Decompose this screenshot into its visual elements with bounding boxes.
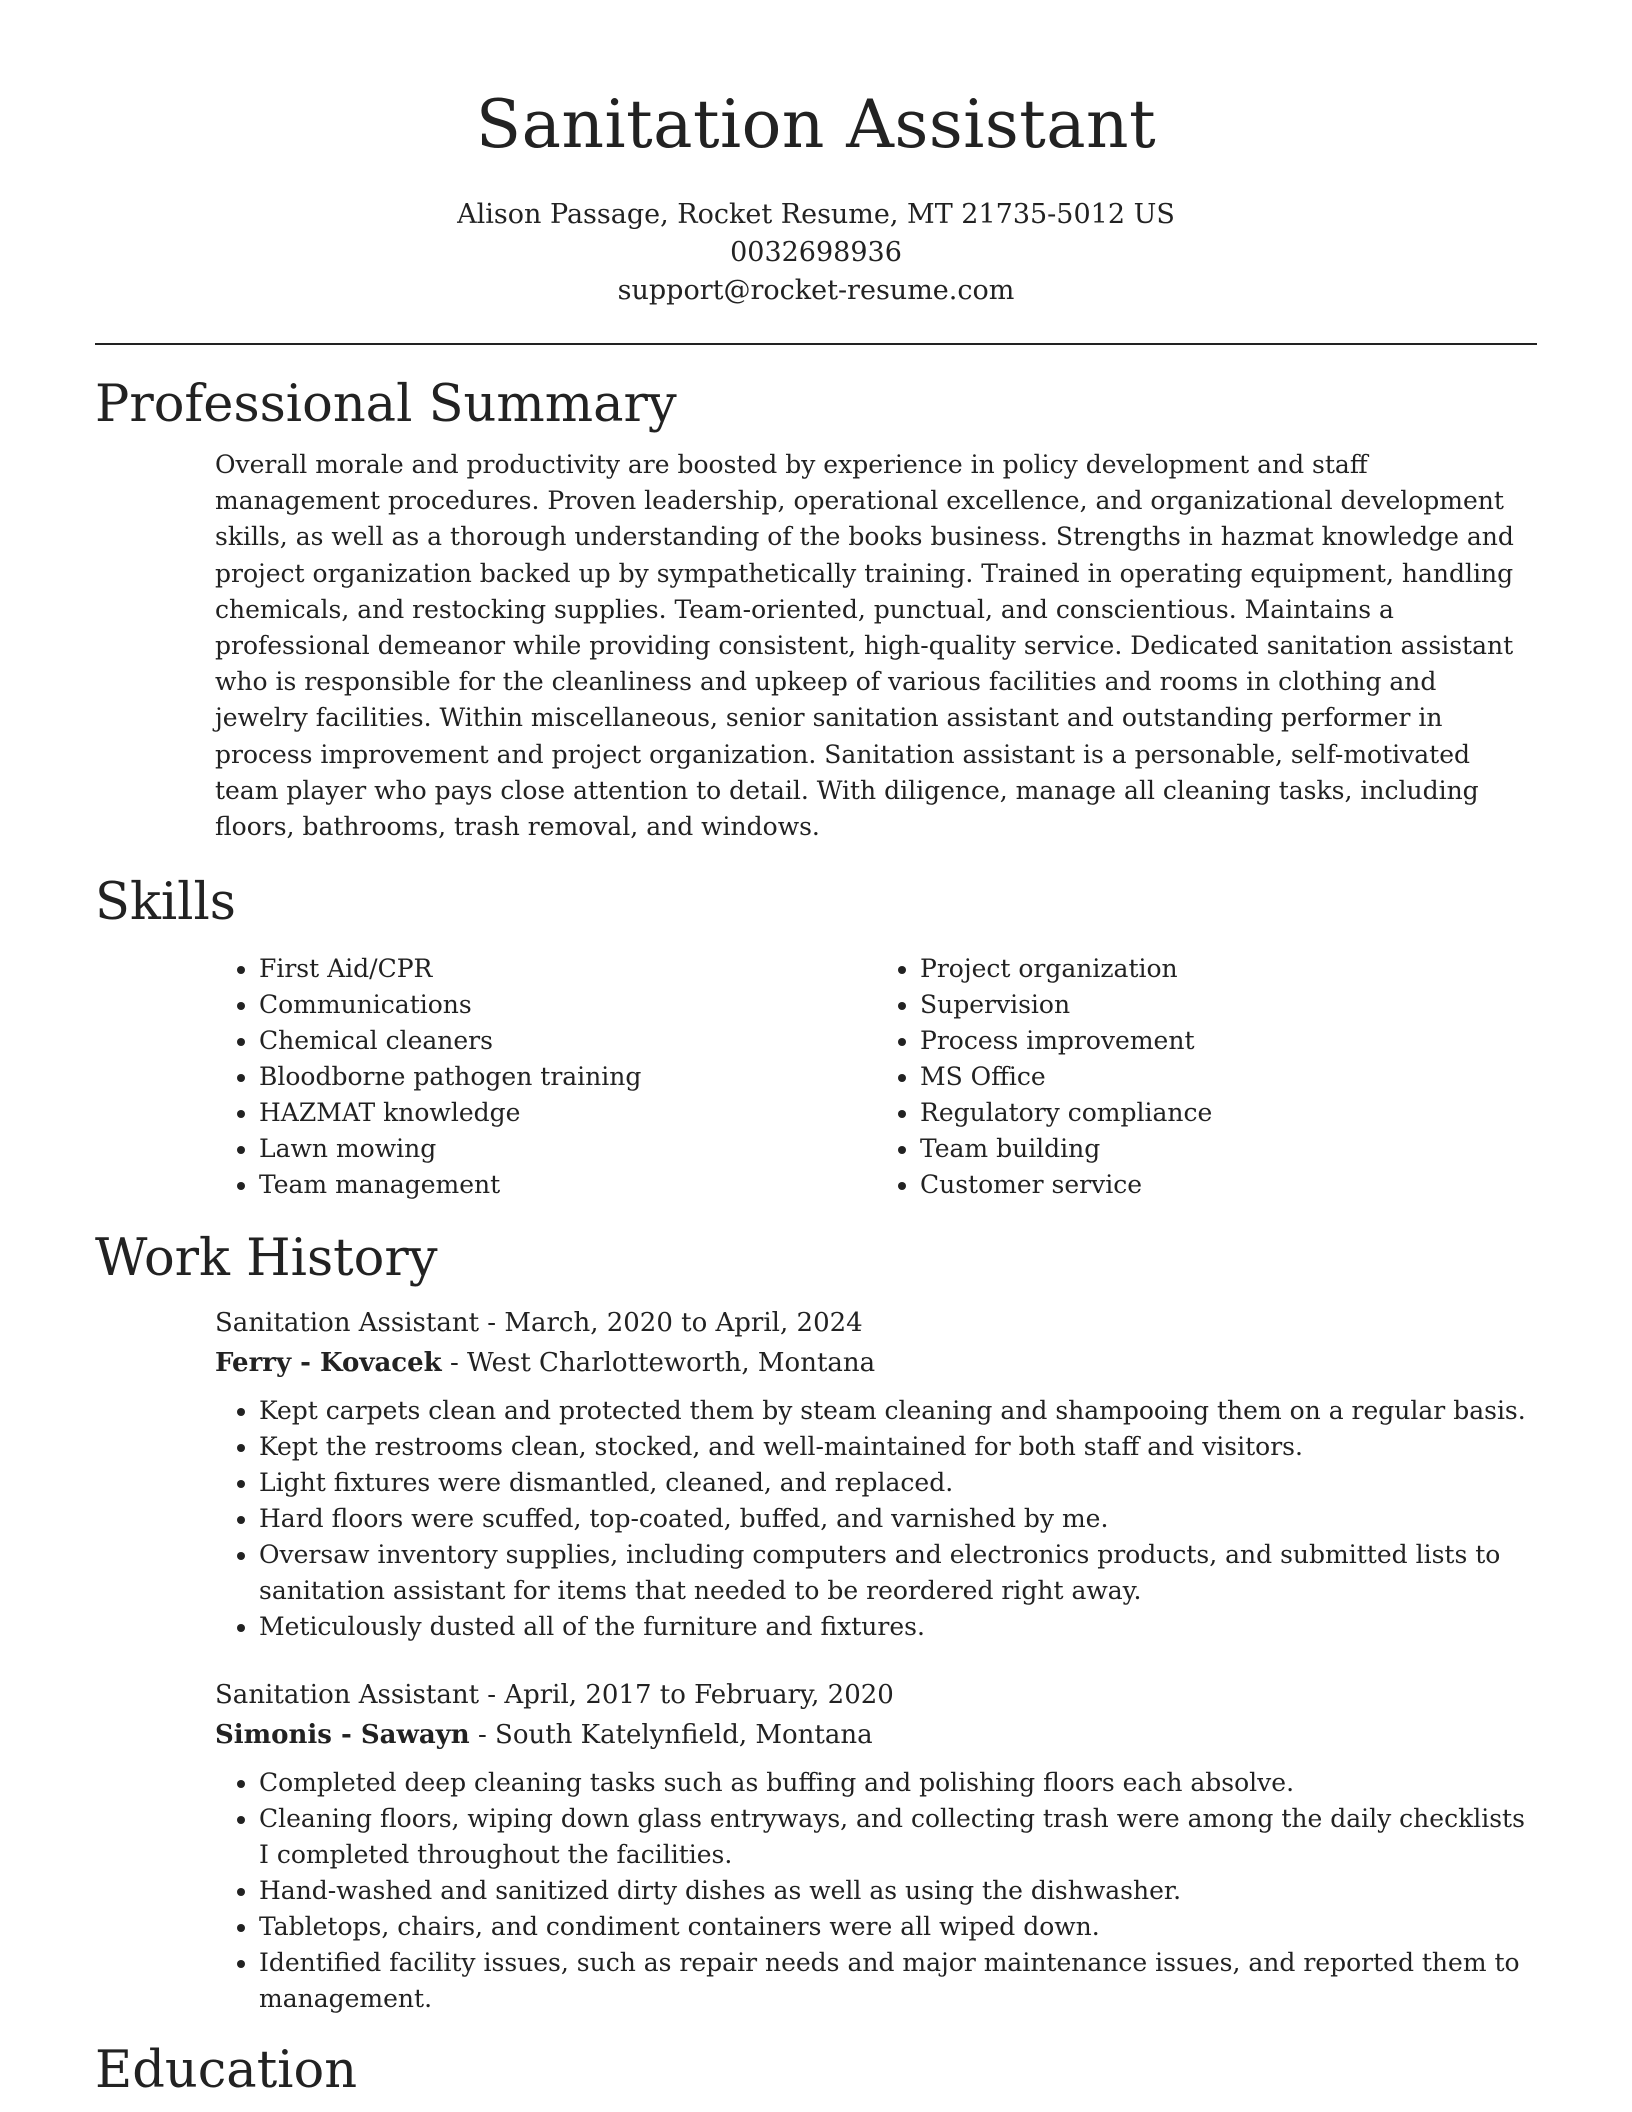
skill-item: • Bloodborne pathogen training	[259, 1059, 876, 1095]
job-bullet: • Light fixtures were dismantled, cleaned, and replaced.	[259, 1465, 1537, 1501]
job-entry	[215, 1303, 1537, 1645]
skills-grid	[215, 951, 1537, 1203]
skill-item: • Supervision	[920, 987, 1537, 1023]
contact-address: Alison Passage, Rocket Resume, MT 21735-5012 US	[457, 199, 1175, 230]
skill-item: • First Aid/CPR	[259, 951, 876, 987]
skill-item: • Process improvement	[920, 1023, 1537, 1059]
job-bullet: • Cleaning floors, wiping down glass entryways, and collecting trash were among the daily checklists I completed throughout the facilities.	[259, 1801, 1537, 1873]
job-bullet: • Kept the restrooms clean, stocked, and well-maintained for both staff and visitors.	[259, 1429, 1537, 1465]
skill-item: • Communications	[259, 987, 876, 1023]
job-entry	[215, 1675, 1537, 2017]
professional-summary-section	[95, 373, 1537, 845]
contact-phone: 0032698936	[730, 237, 902, 268]
skills-section	[95, 871, 1537, 1203]
skill-item: • Customer service	[920, 1167, 1537, 1203]
skills-column-right	[876, 951, 1537, 1203]
job-location: - West Charlotteworth, Montana	[441, 1348, 876, 1379]
section-heading: Professional Summary	[95, 375, 677, 434]
education-section	[95, 2039, 1537, 2103]
contact-info	[95, 196, 1537, 310]
skill-item: • MS Office	[920, 1059, 1537, 1095]
job-location: - South Katelynfield, Montana	[469, 1720, 873, 1751]
job-bullet: • Hand-washed and sanitized dirty dishes as well as using the dishwasher.	[259, 1873, 1537, 1909]
summary-text: Overall morale and productivity are boosted by experience in policy development and staff management procedures. Proven leadership, operational excellence, and organizational development skills, as well as a thorough understanding of the books business. Strengths in hazmat knowledge and project organization backed up by sympathetically training. Trained in operating equipment, handling chemicals, and restocking supplies. Team-oriented, punctual, and conscientious. Maintains a professional demeanor while providing consistent, high-quality service. Dedicated sanitation assistant who is responsible for the cleanliness and upkeep of various facilities and rooms in clothing and jewelry facilities. Within miscellaneous, senior sanitation assistant and outstanding performer in process improvement and project organization. Sanitation assistant is a personable, self-motivated team player who pays close attention to detail. With diligence, manage all cleaning tasks, including floors, bathrooms, trash removal, and windows.	[215, 450, 1514, 842]
job-dates: - March, 2020 to April, 2024	[479, 1308, 863, 1339]
job-bullets	[215, 1393, 1537, 1645]
job-bullet: • Identified facility issues, such as repair needs and major maintenance issues, and reported them to management.	[259, 1945, 1537, 2017]
header-divider	[95, 343, 1537, 345]
job-bullet: • Hard floors were scuffed, top-coated, buffed, and varnished by me.	[259, 1501, 1537, 1537]
job-bullet: • Tabletops, chairs, and condiment containers were all wiped down.	[259, 1909, 1537, 1945]
skill-item: • Team management	[259, 1167, 876, 1203]
job-company-line	[215, 1343, 1537, 1383]
job-company-line	[215, 1715, 1537, 1755]
job-title-line	[215, 1675, 1537, 1715]
job-bullet: • Kept carpets clean and protected them by steam cleaning and shampooing them on a regular basis.	[259, 1393, 1537, 1429]
skill-item: • Regulatory compliance	[920, 1095, 1537, 1131]
contact-email: support@rocket-resume.com	[617, 275, 1015, 306]
section-heading: Education	[95, 2041, 358, 2101]
job-bullet: • Completed deep cleaning tasks such as buffing and polishing floors each absolve.	[259, 1765, 1537, 1801]
skill-item: • Lawn mowing	[259, 1131, 876, 1167]
skill-item: • Project organization	[920, 951, 1537, 987]
job-bullets	[215, 1765, 1537, 2017]
job-title-line	[215, 1303, 1537, 1343]
job-company: Ferry - Kovacek	[215, 1348, 442, 1379]
job-bullet: • Oversaw inventory supplies, including computers and electronics products, and submitted lists to sanitation assistant for items that needed to be reordered right away.	[259, 1537, 1537, 1609]
skills-column-left	[215, 951, 876, 1203]
section-heading: Skills	[95, 873, 236, 933]
job-role: Sanitation Assistant	[215, 1680, 480, 1711]
job-dates: - April, 2017 to February, 2020	[479, 1680, 894, 1711]
work-history-section	[95, 1227, 1537, 2017]
skill-item: • HAZMAT knowledge	[259, 1095, 876, 1131]
job-bullet: • Meticulously dusted all of the furniture and fixtures.	[259, 1609, 1537, 1645]
job-company: Simonis - Sawayn	[215, 1720, 470, 1751]
section-heading: Work History	[95, 1229, 438, 1289]
skill-item: • Team building	[920, 1131, 1537, 1167]
skill-item: • Chemical cleaners	[259, 1023, 876, 1059]
job-role: Sanitation Assistant	[215, 1308, 480, 1339]
resume-title: Sanitation Assistant	[475, 86, 1157, 163]
